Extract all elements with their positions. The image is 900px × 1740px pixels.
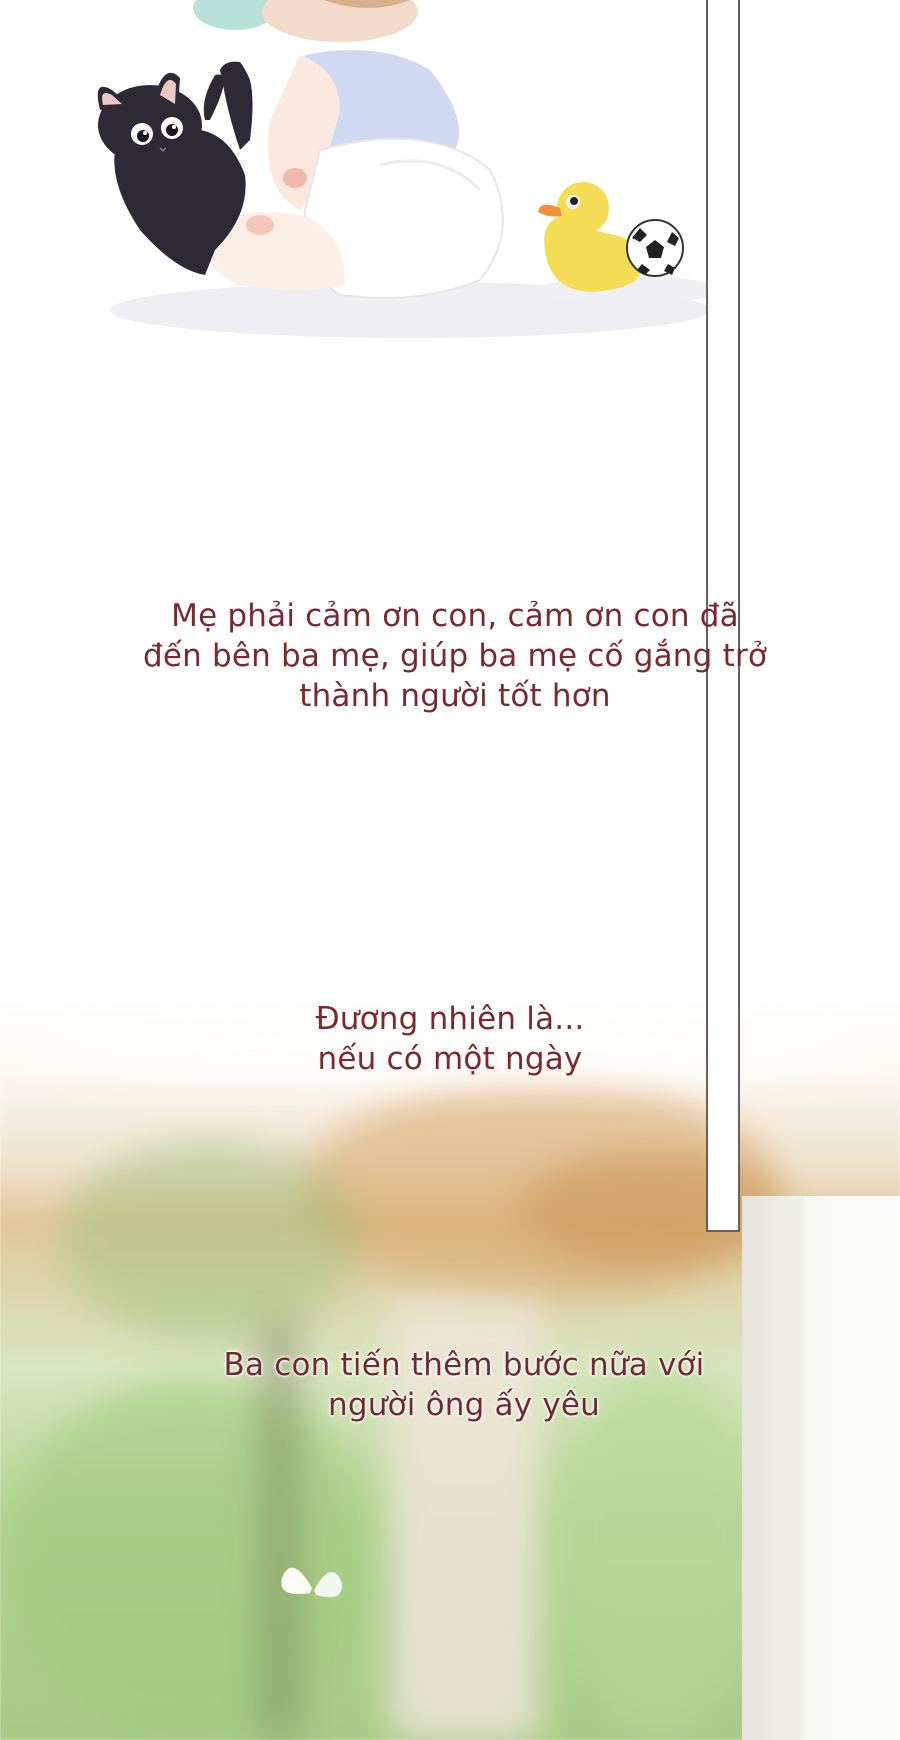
rubber-duck xyxy=(538,182,642,292)
top-illustration xyxy=(0,0,900,360)
caption-line: nếu có một ngày xyxy=(317,1041,583,1077)
caption-father-next-step xyxy=(14,1345,900,1425)
caption-line: đến bên ba mẹ, giúp ba mẹ cố gắng trở xyxy=(142,638,768,674)
butterfly xyxy=(272,1548,362,1618)
soccer-ball xyxy=(627,220,683,276)
caption-line: Mẹ phải cảm ơn con, cảm ơn con đã xyxy=(171,598,739,634)
caption-line: thành người tốt hơn xyxy=(299,678,611,714)
caption-line: Ba con tiến thêm bước nữa với xyxy=(223,1347,705,1383)
caption-of-course xyxy=(0,999,900,1079)
wall-edge xyxy=(742,1196,804,1740)
caption-line: người ông ấy yêu xyxy=(327,1387,600,1423)
caption-thank-you xyxy=(5,596,900,716)
child-sitting xyxy=(193,0,503,298)
caption-line: Đương nhiên là... xyxy=(315,1001,585,1037)
